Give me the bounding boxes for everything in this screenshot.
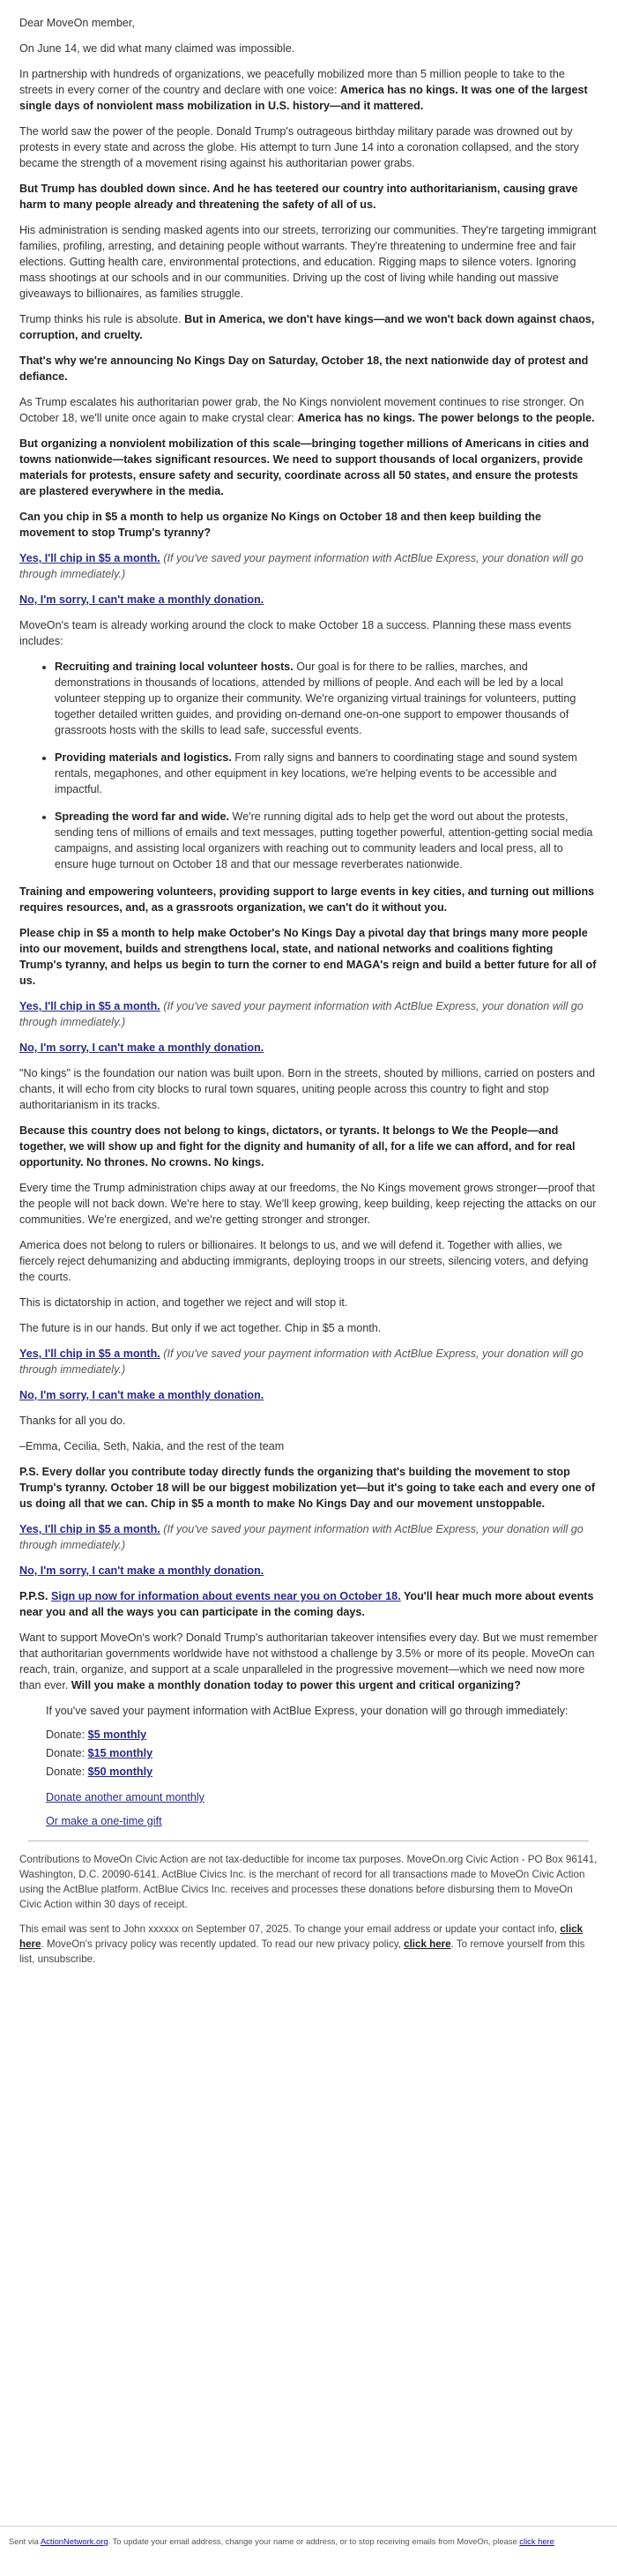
pps-paragraph (19, 1588, 598, 1620)
event-item-title: Providing materials and logistics. (55, 751, 232, 764)
signoff-line: –Emma, Cecilia, Seth, Nakia, and the rest of the team (19, 1440, 285, 1452)
event-item-title: Recruiting and training local volunteer hosts. (55, 661, 294, 673)
planning-paragraph: MoveOn's team is already working around the clock to make October 18 a success. Planning these mass events includes: (19, 619, 572, 647)
sent-to-paragraph (19, 1922, 598, 1967)
donate-once-row (46, 1813, 598, 1829)
actblue-note: (If you've saved your payment information with ActBlue Express, your donation will go through immediately.) (19, 1348, 584, 1376)
absolute-rule-text: Trump thinks his rule is absolute. (19, 313, 185, 325)
foundation-paragraph: "No kings" is the foundation our nation was built upon. Born in the streets, shouted by millions, carried on posters and chants, it will echo from city blocks to rural town squares, uniting people across this country to fight and stop authoritarianism in its tracks. (19, 1067, 595, 1111)
announcement-paragraph: That's why we're announcing No Kings Day on Saturday, October 18, the next nationwide day of protest and defiance. (19, 355, 589, 383)
cta-no-block-1 (19, 592, 598, 608)
future-paragraph: The future is in our hands. But only if we act together. Chip in $5 a month. (19, 1322, 382, 1334)
donate-row (46, 1727, 598, 1743)
donate-row (46, 1764, 598, 1780)
mobilization-bold: America has no kings. It was one of the largest single days of nonviolent mass mobilization in U.S. history—and it mattered. (19, 84, 588, 112)
footer-text (0, 2527, 617, 2547)
one-time-gift-link[interactable]: Or make a one-time gift (46, 1815, 162, 1827)
yes-donate-link[interactable]: Yes, I'll chip in $5 a month. (19, 1348, 160, 1360)
no-donate-link[interactable]: No, I'm sorry, I can't make a monthly donation. (19, 1042, 264, 1054)
escalation-bold: America has no kings. The power belongs to the people. (297, 412, 595, 424)
actblue-note: (If you've saved your payment information with ActBlue Express, your donation will go through immediately.) (19, 552, 584, 580)
doubled-down-paragraph: But Trump has doubled down since. And he has teetered our country into authoritarianism, causing grave harm to many people already and threatening the safety of all of us. (19, 183, 578, 211)
resources-paragraph: But organizing a nonviolent mobilization of this scale—bringing together millions of Americans in cities and towns nationwide—takes significant resources. We need to support thousands of local organizers, provide materials for protests, ensure safety and security, coordinate across all 50 states, and ensure the protests are plastered everywhere in the media. (19, 437, 590, 497)
administration-paragraph: His administration is sending masked agents into our streets, terrorizing our communities. They're targeting immigrant families, profiling, arresting, and detaining people without warrants. They're threatening to undermine free and fair elections. Gutting health care, environmental protections, and education. Rigging maps to silence voters. Ignoring mass shootings at our schools and in our communities. Driving up the cost of living while handing out massive giveaways to billionaires, as families struggle. (19, 224, 597, 300)
yes-donate-link[interactable]: Yes, I'll chip in $5 a month. (19, 1523, 160, 1535)
escalation-text: As Trump escalates his authoritarian power grab, the No Kings nonviolent movement continues to rise stronger. On October 18, we'll unite once again to make crystal clear: (19, 396, 584, 424)
sent-text-1: This email was sent to John xxxxxx on September 07, 2025. To change your email address or update your contact info, (19, 1923, 561, 1935)
donate-prefix: Donate: (46, 1766, 88, 1778)
list-item (55, 659, 598, 738)
ps-paragraph: P.S. Every dollar you contribute today directly funds the organizing that's building the movement to stop Trump's tyranny. October 18 will be our biggest mobilization yet—but it's going to take each and every one of us doing all that we can. Chip in $5 a month to make No Kings Day and our movement unstoppable. (19, 1466, 596, 1510)
mobilization-text: In partnership with hundreds of organizations, we peacefully mobilized more than 5 million people to take to the streets in every corner of the country and declare with one voice: (19, 68, 565, 96)
pivotal-day-paragraph: Please chip in $5 a month to help make October's No Kings Day a pivotal day that brings many more people into our movement, builds and strengthens local, state, and national networks and coalitions fighting Trump's tyranny, and helps us begin to turn the corner to end MAGA's reign and build a better future for all of us. (19, 927, 597, 987)
no-donate-link[interactable]: No, I'm sorry, I can't make a monthly donation. (19, 1389, 264, 1401)
cta-no-block-3 (19, 1387, 598, 1403)
donate-row (46, 1745, 598, 1761)
cta-yes-block-1 (19, 550, 598, 582)
donate-intro: If you've saved your payment information with ActBlue Express, your donation will go through immediately: (46, 1705, 569, 1717)
list-item (55, 750, 598, 797)
event-signup-link[interactable]: Sign up now for information about events near you on October 18. (50, 1590, 401, 1602)
no-donate-link[interactable]: No, I'm sorry, I can't make a monthly donation. (19, 1564, 264, 1577)
actblue-note: (If you've saved your payment information with ActBlue Express, your donation will go through immediately.) (19, 1000, 584, 1028)
pps-prefix: P.P.S. (19, 1590, 51, 1602)
privacy-policy-link[interactable]: click here (404, 1938, 451, 1950)
donate-prefix: Donate: (46, 1747, 88, 1759)
cta-yes-block-3 (19, 1346, 598, 1378)
yes-donate-link[interactable]: Yes, I'll chip in $5 a month. (19, 1000, 160, 1012)
greeting: Dear MoveOn member, (19, 17, 135, 29)
donate-50-monthly-link[interactable]: $50 monthly (87, 1766, 153, 1778)
event-item-body: Our goal is for there to be rallies, marches, and demonstrations in thousands of locations, attended by millions of people. And each will be led by a local volunteer stepping up to organize their community. We're organizing virtual trainings for volunteers, putting together detailed written guides, and providing on-demand one-on-one support to empower thousands of grassroots hosts with the skills to lead safe, successful events. (55, 661, 576, 736)
footer-prefix: Sent via (9, 2536, 41, 2546)
cta-no-block-4 (19, 1563, 598, 1579)
event-item-title: Spreading the word far and wide. (55, 810, 230, 823)
donate-other-amount-link[interactable]: Donate another amount monthly (46, 1791, 204, 1803)
no-donate-link[interactable]: No, I'm sorry, I can't make a monthly donation. (19, 594, 264, 606)
thanks-line: Thanks for all you do. (19, 1415, 126, 1427)
absolute-rule-bold: But in America, we don't have kings—and we won't back down against chaos, corruption, and cruelty. (19, 313, 595, 341)
actblue-note: (If you've saved your payment information with ActBlue Express, your donation will go through immediately.) (19, 1523, 584, 1551)
event-item-body: We're running digital ads to help get the word out about the protests, sending tens of millions of emails and text messages, putting together powerful, attention-getting social media campaigns, and assisting local organizers with reaching out to community leaders and local press, all to ensure huge turnout on October 18 and that our message reverberates nationwide. (55, 810, 593, 870)
stronger-paragraph: Every time the Trump administration chips away at our freedoms, the No Kings movement grows stronger—proof that the people will not back down. We're here to stay. We'll keep growing, keep building, keep rejecting the attacks on our communities. We're energized, and we're getting stronger and stronger. (19, 1182, 597, 1226)
intro-paragraph: On June 14, we did what many claimed was impossible. (19, 42, 295, 55)
disclaimer-paragraph: Contributions to MoveOn Civic Action are not tax-deductible for income tax purposes. MoveOn.org Civic Action - PO Box 96141, Washington, D.C. 20090-6141. ActBlue Civics Inc. is the merchant of record for all transactions made to MoveOn Civic Action using the ActBlue platform. ActBlue Civics Inc. receives and processes these donations before disbursing them to MoveOn Civic Action within 30 days of receipt. (19, 1854, 598, 1910)
belongs-to-us-paragraph: America does not belong to rulers or billionaires. It belongs to us, and we will defend it. Together with allies, we fiercely reject dehumanizing and abducting immigrants, deploying troops in our streets, silencing voters, and defying the courts. (19, 1239, 589, 1283)
donate-other-row (46, 1789, 598, 1805)
cta-no-block-2 (19, 1040, 598, 1056)
event-item-body: From rally signs and banners to coordinating stage and sound system rentals, megaphones, and other equipment in key locations, we're helping events to be accessible and impactful. (55, 751, 577, 795)
cta-yes-block-2 (19, 998, 598, 1030)
no-kings-paragraph (19, 311, 598, 343)
update-contact-link[interactable]: click here (19, 1923, 584, 1950)
sent-text-2: . MoveOn's privacy policy was recently updated. To read our new privacy policy, (41, 1938, 405, 1950)
footer-rest: . To update your email address, change your name or address, or to stop receiving emails from MoveOn, please (108, 2536, 520, 2546)
support-bold: Will you make a monthly donation today to power this urgent and critical organizing? (71, 1679, 521, 1691)
footer-click-here-link[interactable]: click here (519, 2536, 554, 2546)
yes-donate-link[interactable]: Yes, I'll chip in $5 a month. (19, 552, 160, 564)
event-plan-list (19, 659, 598, 872)
we-the-people-paragraph: Because this country does not belong to kings, dictators, or tyrants. It belongs to We the People—and together, we will show up and fight for the dignity and humanity of all, for a life we can afford, and for real opportunity. No thrones. No crowns. No kings. (19, 1124, 576, 1169)
sent-text-3: . To remove yourself from this list, unsubscribe. (19, 1938, 585, 1965)
world-saw-paragraph: The world saw the power of the people. Donald Trump's outrageous birthday military parade was drowned out by protests in every state and across the globe. His attempt to turn June 14 into a coronation collapsed, and the story became the strength of a movement rising against his authoritarian power grabs. (19, 125, 579, 169)
cta-yes-block-4 (19, 1521, 598, 1553)
donate-15-monthly-link[interactable]: $15 monthly (87, 1747, 153, 1759)
training-paragraph: Training and empowering volunteers, providing support to large events in key cities, and turning out millions requires resources, and, as a grassroots organization, we can't do it without you. (19, 885, 595, 914)
footer-bar (0, 2526, 617, 2576)
donate-5-monthly-link[interactable]: $5 monthly (87, 1729, 147, 1741)
escalation-paragraph (19, 394, 598, 426)
list-item (55, 809, 598, 872)
support-text: Want to support MoveOn's work? Donald Trump's authoritarian takeover intensifies every day. But we must remember that authoritarian governments worldwide have not withstood a challenge by 3.5% or more of its people. MoveOn can reach, train, organize, and support at a scale unparalleled in the progressive movement—which we need now more than ever. (19, 1631, 598, 1691)
donate-options (19, 1703, 598, 1829)
actionnetwork-link[interactable]: ActionNetwork.org (40, 2536, 108, 2546)
ask-paragraph: Can you chip in $5 a month to help us organize No Kings on October 18 and then keep building the movement to stop Trump's tyranny? (19, 511, 541, 539)
mobilization-paragraph (19, 66, 598, 114)
dictatorship-paragraph: This is dictatorship in action, and together we reject and will stop it. (19, 1296, 348, 1309)
pps-rest: You'll hear much more about events near you and all the ways you can participate in the coming days. (19, 1590, 594, 1618)
donate-prefix: Donate: (46, 1729, 88, 1741)
support-paragraph (19, 1630, 598, 1693)
